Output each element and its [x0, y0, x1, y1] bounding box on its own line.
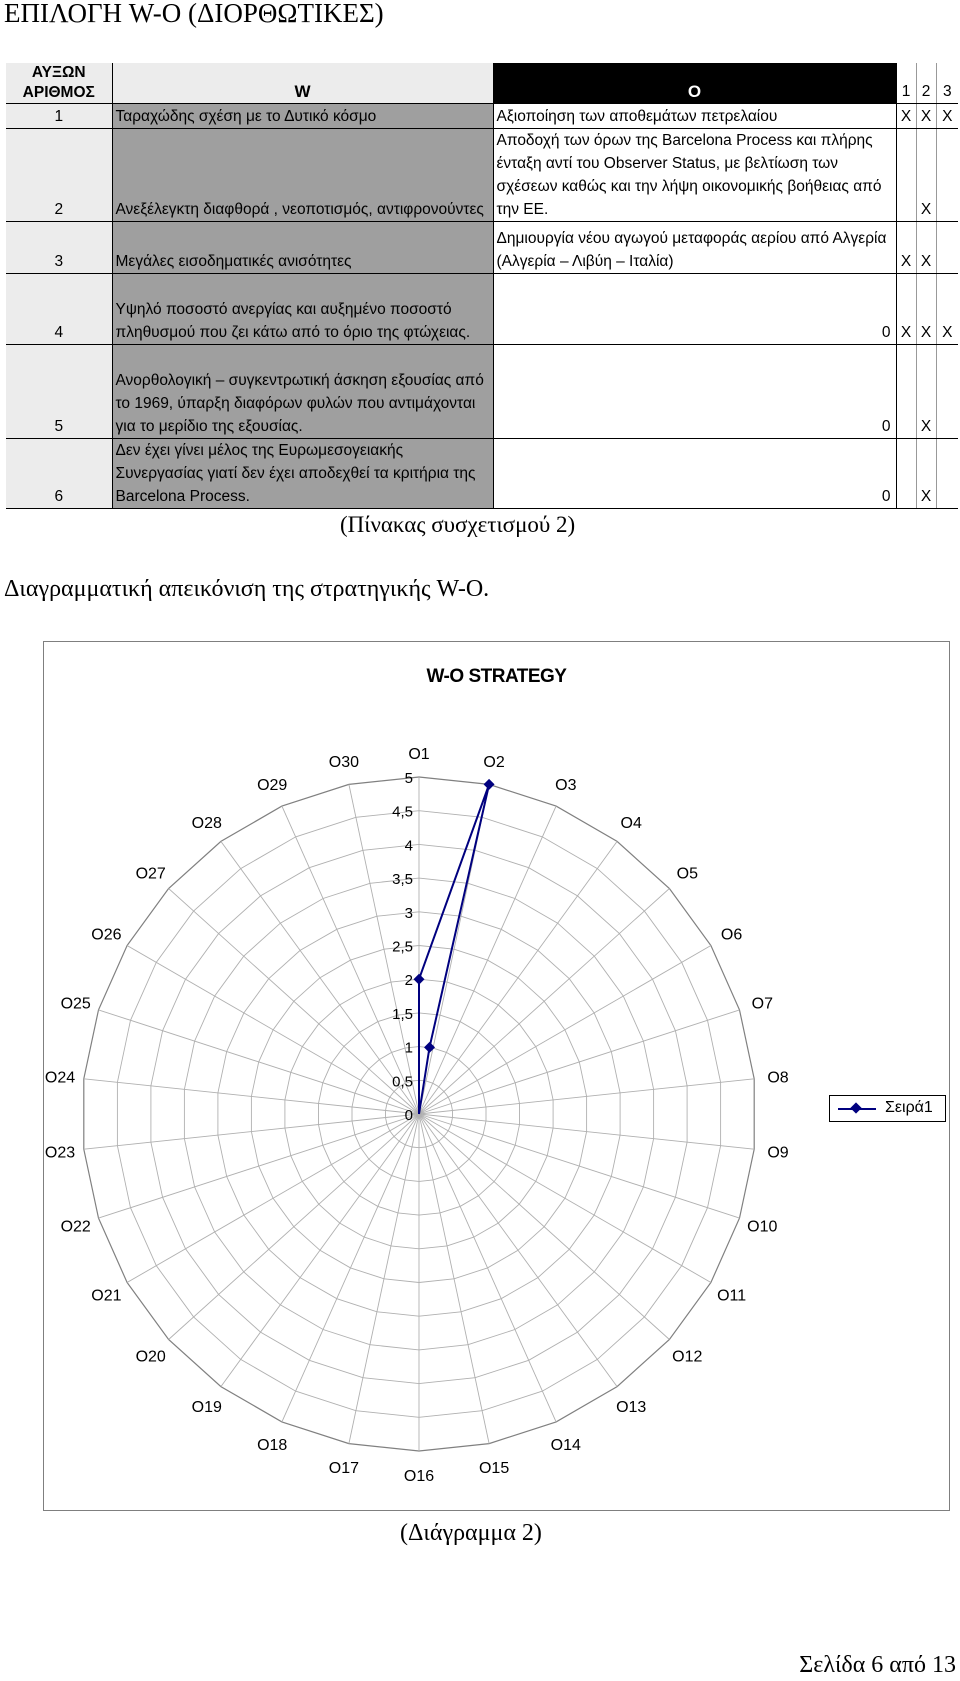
radial-tick-label: 5 [404, 770, 413, 787]
series-marker [484, 779, 495, 790]
grid-spoke [349, 1114, 419, 1444]
category-label: O29 [257, 777, 288, 795]
radial-tick-label: 4 [404, 837, 413, 855]
grid-spoke [419, 1114, 617, 1387]
row-num: 3 [6, 222, 112, 274]
row-mark-2: X [916, 222, 936, 274]
table-row [6, 129, 958, 222]
category-label: O17 [328, 1460, 360, 1478]
category-label: O25 [60, 995, 91, 1013]
category-label: O8 [767, 1069, 789, 1087]
category-label: O10 [747, 1218, 778, 1236]
category-label: O13 [616, 1399, 647, 1417]
grid-spoke [419, 1114, 669, 1340]
category-label: O7 [751, 995, 773, 1013]
row-mark-1: X [896, 274, 916, 345]
row-weakness: Ανεξέλεγκτη διαφθορά , νεοποτισμός, αντιφρονούντες [112, 129, 493, 222]
row-opportunity [493, 345, 896, 439]
category-label: O4 [620, 814, 642, 832]
row-mark-3 [936, 345, 958, 439]
row-mark-2: X [916, 439, 936, 509]
category-label: O9 [767, 1144, 789, 1162]
grid-spoke [419, 1114, 711, 1283]
row-mark-3: X [936, 274, 958, 345]
row-mark-2: X [916, 129, 936, 222]
row-mark-2: X [916, 104, 936, 129]
row-weakness: Ανορθολογική – συγκεντρωτική άσκηση εξουσίας από το 1969, ύπαρξη διαφόρων φυλών που αντιμάχονται για το μερίδιο της εξουσίας. [112, 345, 493, 439]
row-opportunity: Δημιουργία νέου αγωγού μεταφοράς αερίου από Αλγερία (Αλγερία – Λιβύη – Ιταλία) [493, 222, 896, 274]
grid-spoke [221, 1114, 419, 1387]
radial-tick-label: 0,5 [392, 1073, 413, 1091]
grid-spoke [282, 803, 419, 1114]
header-w: W [112, 63, 493, 104]
row-opportunity [493, 274, 896, 345]
row-opportunity [493, 439, 896, 509]
category-label: O30 [328, 753, 360, 771]
radial-tick-label: 1,5 [392, 1005, 413, 1023]
row-mark-1 [896, 345, 916, 439]
grid-spoke [282, 1114, 419, 1422]
header-m3: 3 [936, 63, 958, 104]
radial-tick-label: 3 [404, 904, 413, 922]
category-label: O16 [403, 1468, 435, 1485]
row-mark-1: X [896, 222, 916, 274]
category-label: O5 [676, 865, 698, 883]
category-label: O21 [91, 1287, 122, 1305]
category-label: O11 [717, 1287, 747, 1305]
series-marker [424, 1042, 435, 1053]
grid-spoke [419, 889, 669, 1115]
category-label: O12 [672, 1348, 703, 1366]
grid-spoke [169, 1114, 419, 1340]
legend-label: Σειρά1 [885, 1099, 933, 1116]
radial-tick-label: 2 [404, 972, 413, 990]
row-weakness: Ταραχώδης σχέση με το Δυτικό κόσμο [112, 104, 493, 129]
category-label: O18 [257, 1436, 288, 1454]
row-weakness: Μεγάλες εισοδηματικές ανισότητες [112, 222, 493, 274]
row-num: 1 [6, 104, 112, 129]
category-label: O26 [91, 926, 122, 944]
chart-legend [829, 1095, 946, 1122]
header-m1: 1 [896, 63, 916, 104]
header-m2: 2 [916, 63, 936, 104]
category-label: O1 [408, 746, 430, 763]
radial-tick-label: 4,5 [392, 803, 413, 821]
page-footer: Σελίδα 6 από 13 [799, 1652, 956, 1678]
category-label: O6 [720, 926, 743, 944]
radial-tick-label: 3,5 [392, 871, 413, 889]
category-label: O15 [478, 1460, 510, 1478]
category-label: O14 [550, 1436, 581, 1454]
radar-chart [43, 641, 950, 1511]
table-row [6, 345, 958, 439]
category-label: O23 [44, 1144, 76, 1162]
header-o: O [493, 63, 896, 104]
category-label: O27 [135, 865, 166, 883]
row-mark-3: X [936, 104, 958, 129]
grid-spoke [419, 841, 617, 1114]
category-label: O19 [191, 1399, 222, 1417]
row-mark-2: X [916, 274, 936, 345]
grid-spoke [169, 889, 419, 1115]
intro-text: Διαγραμματική απεικόνιση της στρατηγικής W-O. [4, 576, 490, 602]
table-row [6, 222, 958, 274]
category-label: O22 [60, 1218, 91, 1236]
row-mark-2: X [916, 345, 936, 439]
grid-spoke [221, 841, 419, 1114]
table-row [6, 104, 958, 129]
table-header-row [6, 63, 958, 104]
category-label: O28 [191, 814, 222, 832]
legend-diamond-icon [850, 1102, 861, 1113]
table-row [6, 439, 958, 509]
category-label: O3 [555, 777, 577, 795]
series-marker [414, 974, 425, 985]
row-num: 6 [6, 439, 112, 509]
row-opportunity: Αξιοποίηση των αποθεμάτων πετρελαίου [493, 104, 896, 129]
chart-title: W-O STRATEGY [426, 666, 567, 687]
row-zero-mark: 0 [881, 324, 891, 341]
radar-plot [44, 642, 949, 1510]
header-num: ΑΥΞΩΝ ΑΡΙΘΜΟΣ [6, 63, 112, 104]
row-weakness: Υψηλό ποσοστό ανεργίας και αυξημένο ποσοστό πληθυσμού που ζει κάτω από το όριο της φτώχειας. [112, 274, 493, 345]
table-caption: (Πίνακας συσχετισμού 2) [340, 512, 576, 537]
radial-tick-label: 1 [404, 1039, 413, 1057]
diagram-caption: (Διάγραμμα 2) [400, 1520, 542, 1546]
grid-spoke [419, 1114, 556, 1422]
row-mark-3 [936, 439, 958, 509]
row-mark-3 [936, 222, 958, 274]
grid-spoke [127, 1114, 419, 1283]
grid-spoke [127, 946, 419, 1115]
grid-spoke [419, 1114, 489, 1444]
row-weakness: Δεν έχει γίνει μέλος της Ευρωμεσογειακής Συνεργασίας γιατί δεν έχει αποδεχθεί τα κριτήρια της Barcelona Process. [112, 439, 493, 509]
document-title: ΕΠΙΛΟΓΗ W-O (ΔΙΟΡΘΩΤΙΚΕΣ) [4, 0, 384, 28]
row-mark-1 [896, 439, 916, 509]
row-num: 2 [6, 129, 112, 222]
radial-tick-label: 0 [404, 1107, 413, 1124]
row-mark-1: X [896, 104, 916, 129]
row-zero-mark: 0 [881, 418, 891, 435]
correlation-table [6, 63, 958, 509]
category-label: O2 [483, 753, 505, 771]
row-num: 4 [6, 274, 112, 345]
row-opportunity: Αποδοχή των όρων της Barcelona Process και πλήρης ένταξη αντί του Observer Status, με βελτίωση των σχέσεων καθώς και την λήψη οικονομικής βοήθειας από την ΕΕ. [493, 129, 896, 222]
category-label: O24 [44, 1069, 76, 1087]
grid-spoke [419, 946, 711, 1115]
row-mark-3 [936, 129, 958, 222]
grid-spoke [419, 806, 556, 1114]
row-num: 5 [6, 345, 112, 439]
table-row [6, 274, 958, 345]
row-zero-mark: 0 [881, 488, 891, 505]
category-label: O20 [135, 1348, 166, 1366]
radial-tick-label: 2,5 [392, 938, 413, 956]
row-mark-1 [896, 129, 916, 222]
